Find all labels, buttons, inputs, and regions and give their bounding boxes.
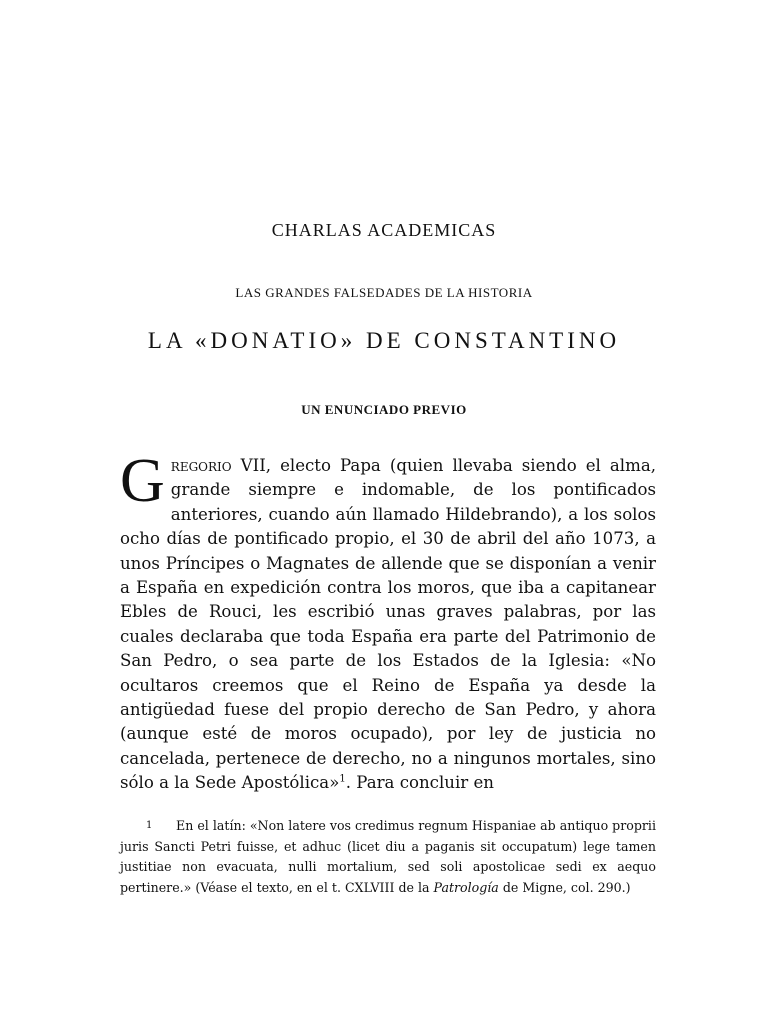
body-text-end: . Para concluir en	[345, 773, 494, 793]
footnote-text: En el latín: «Non latere vos credimus regnum Hispaniae ab antiquo proprii juris Sancti Petri fuisse, et adhuc (licet diu a paganis sit occupatum) lege tamen justitiae non evacuata, nulli mortalium, sed soli apostolicae sedi ex aequo pertinere.» (Véase el texto, en el t. CXLVIII de la	[120, 818, 656, 895]
footnote	[120, 816, 656, 898]
section-title: UN ENUNCIADO PREVIO	[301, 402, 467, 417]
series-title: LAS GRANDES FALSEDADES DE LA HISTORIA	[235, 285, 533, 300]
body-text: VII, electo Papa (quien llevaba siendo el alma, grande siempre e indomable, de los pontificados anteriores, cuando aún llamado Hildebrando), a los solos ocho días de pontificado propio, el 30 de abril del año 1073, a unos Príncipes o Magnates de allende que se disponían a venir a España en expedición contra los moros, que iba a capitanear Ebles de Rouci, les escribió unas graves palabras, por las cuales declaraba que toda España era parte del Patrimonio de San Pedro, o sea parte de los Estados de la Iglesia: «No ocultaros creemos que el Reino de España ya desde la antigüedad fuese del propio derecho de San Pedro, y ahora (aunque esté de moros ocupado), por ley de justicia no cancelada, pertenece de derecho, no a ningunos mortales, sino sólo a la Sede Apostólica»	[120, 456, 656, 793]
footnote-text-end: de Migne, col. 290.)	[498, 879, 631, 895]
first-word-rest: regorio	[170, 456, 232, 475]
body-paragraph	[120, 447, 656, 796]
footnote-italic-title: Patrología	[433, 879, 499, 895]
footnote-number: 1	[146, 820, 153, 831]
drop-cap: G	[120, 447, 165, 515]
running-head: CHARLAS ACADEMICAS	[271, 220, 497, 240]
footnote-reference: 1	[339, 773, 346, 785]
main-title: LA «DONATIO» DE CONSTANTINO	[147, 328, 621, 353]
